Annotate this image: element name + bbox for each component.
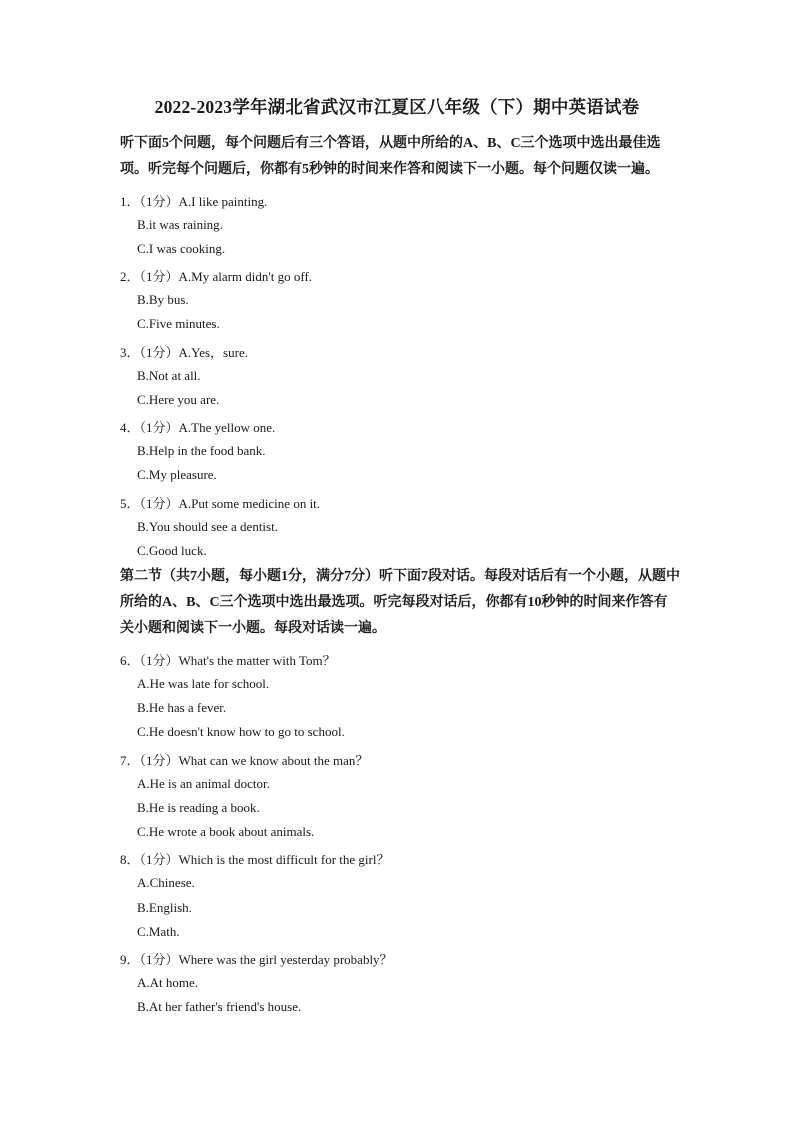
q2-option-b: B.By bus. bbox=[137, 292, 189, 307]
q6-option-a: A.He was late for school. bbox=[137, 676, 270, 691]
exam-title: 2022-2023学年湖北省武汉市江夏区八年级（下）期中英语试卷 bbox=[154, 97, 640, 117]
question-8: 8．（1分）Which is the most difficult for the girl？ bbox=[120, 852, 390, 867]
q1-option-c: C.I was cooking. bbox=[137, 241, 226, 256]
q2-option-c: C.Five minutes. bbox=[137, 316, 220, 331]
q7-option-b: B.He is reading a book. bbox=[137, 800, 260, 815]
q7-option-c: C.He wrote a book about animals. bbox=[137, 824, 315, 839]
question-4: 4．（1分）A.The yellow one. bbox=[120, 420, 276, 435]
q8-option-a: A.Chinese. bbox=[137, 875, 195, 890]
q8-option-c: C.Math. bbox=[137, 924, 180, 939]
question-5: 5．（1分）A.Put some medicine on it. bbox=[120, 496, 321, 511]
q5-option-c: C.Good luck. bbox=[137, 543, 207, 558]
q9-option-a: A.At home. bbox=[137, 975, 199, 990]
question-1: 1．（1分）A.I like painting. bbox=[120, 194, 268, 209]
q9-option-b: B.At her father's friend's house. bbox=[137, 999, 302, 1014]
section1-instructions: 听下面5个问题，每个问题后有三个答语，从题中所给的A、B、C三个选项中选出最佳选项。听完每个问题后，你都有5秒钟的时间来作答和阅读下一小题。每个问题仅读一遍。 bbox=[120, 136, 661, 177]
q4-option-c: C.My pleasure. bbox=[137, 467, 217, 482]
question-2: 2．（1分）A.My alarm didn't go off. bbox=[120, 269, 313, 284]
q5-option-b: B.You should see a dentist. bbox=[137, 519, 278, 534]
q4-option-b: B.Help in the food bank. bbox=[137, 443, 266, 458]
q3-option-b: B.Not at all. bbox=[137, 368, 201, 383]
q3-option-c: C.Here you are. bbox=[137, 392, 220, 407]
question-6: 6．（1分）What's the matter with Tom？ bbox=[120, 653, 336, 668]
q7-option-a: A.He is an animal doctor. bbox=[137, 776, 270, 791]
section2-instructions: 第二节（共7小题，每小题1分，满分7分）听下面7段对话。每段对话后有一个小题，从题中所给的A、B、C三个选项中选出最选项。听完每段对话后，你都有10秒钟的时间来作答有关小题和阅读下一小题。每段对话读一遍。 bbox=[120, 569, 680, 636]
question-7: 7．（1分）What can we know about the man？ bbox=[120, 753, 369, 768]
question-9: 9．（1分）Where was the girl yesterday probably？ bbox=[120, 952, 393, 967]
q6-option-c: C.He doesn't know how to go to school. bbox=[137, 724, 345, 739]
q1-option-b: B.it was raining. bbox=[137, 217, 223, 232]
q6-option-b: B.He has a fever. bbox=[137, 700, 227, 715]
q8-option-b: B.English. bbox=[137, 900, 192, 915]
question-3: 3．（1分）A.Yes，sure. bbox=[120, 345, 248, 360]
